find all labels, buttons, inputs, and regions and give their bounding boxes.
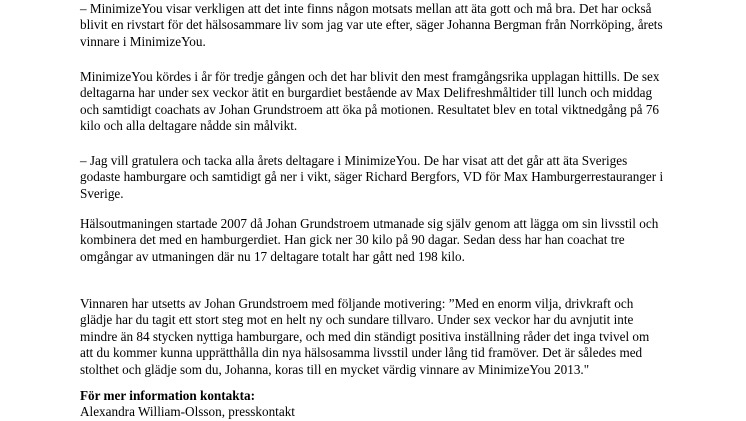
text-line: MinimizeYou kördes i år för tredje gången och det har blivit den mest framgångsrika upplagan hittills. De sex <box>80 69 660 84</box>
text-line: – Jag vill gratulera och tacka alla årets deltagare i MinimizeYou. De har visat att det går att äta Sveriges <box>80 153 628 168</box>
text-line: vinnare i MinimizeYou. <box>80 33 206 49</box>
text-line: Vinnaren har utsetts av Johan Grundstroem med följande motivering: ”Med en enorm vilja, drivkraft och <box>80 296 634 311</box>
text-line: deltagarna har under sex veckor ätit en burgardiet bestående av Max Delifreshmåltider till lunch och middag <box>80 85 653 101</box>
quote-paragraph-johanna <box>80 1 720 50</box>
text-line: glädje har du tagit ett stort steg mot en helt ny och sundare tillvaro. Under sex veckor har du avnjutit inte <box>80 312 634 328</box>
text-line: – MinimizeYou visar verkligen att det inte finns någon motsats mellan att äta gott och må bra. Det har också <box>80 1 652 16</box>
contact-section <box>80 388 720 421</box>
text-line: och samtidigt coachats av Johan Grundstroem att öka på motionen. Resultatet blev en total viktnedgång på 76 <box>80 101 660 117</box>
text-line: Sverige. <box>80 185 124 201</box>
contact-name: Alexandra William-Olsson, presskontakt <box>80 404 295 420</box>
paragraph-history <box>80 216 720 265</box>
text-line: kombinera det med en hamburgerdiet. Han gick ner 30 kilo på 90 dagar. Sedan dess har han coachat tre <box>80 232 625 248</box>
text-line: kilo och alla deltagare nådde sin målvikt. <box>80 118 298 134</box>
text-line: att du kommer kunna upprätthålla din nya hälsosamma livsstil under lång tid framöver. Det är således med <box>80 345 643 361</box>
paragraph-results <box>80 69 720 135</box>
quote-paragraph-richard <box>80 153 720 202</box>
text-line: godaste hamburgare och samtidigt gå ner i vikt, säger Richard Bergfors, VD för Max Hamburgerrestauranger i <box>80 169 664 185</box>
text-line: blivit en rivstart för det hälsosammare liv som jag var ute efter, säger Johanna Bergman från Norrköping, årets <box>80 17 663 33</box>
text-line: Hälsoutmaningen startade 2007 då Johan Grundstroem utmanade sig själv genom att lägga om sin livsstil och <box>80 216 659 231</box>
paragraph-winner-motivation <box>80 296 720 378</box>
contact-heading: För mer information kontakta: <box>80 388 255 403</box>
text-line: stolthet och glädje som du, Johanna, koras till en mycket värdig vinnare av MinimizeYou 2013." <box>80 361 590 377</box>
text-line: omgångar av utmaningen där nu 17 deltagare totalt har gått ned 198 kilo. <box>80 248 465 264</box>
text-line: mindre än 84 stycken nyttiga hamburgare, och med din ständigt positiva inställning råder det inga tvivel om <box>80 328 650 344</box>
